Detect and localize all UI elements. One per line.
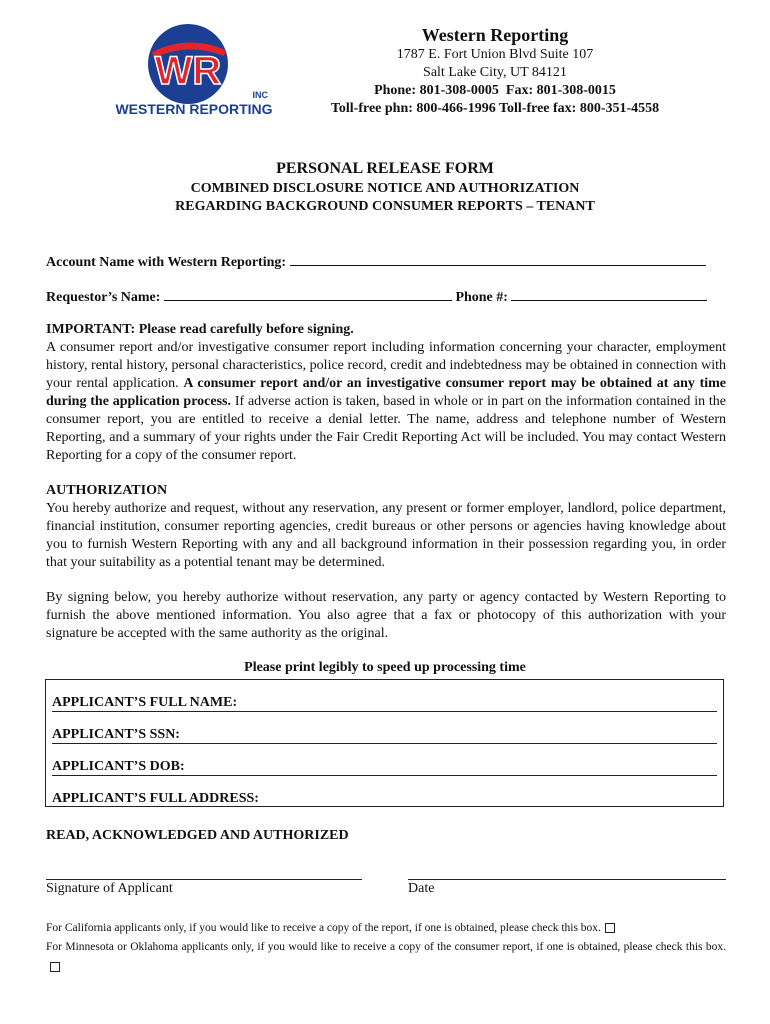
company-block [285, 24, 705, 118]
phone-label: Phone #: [455, 290, 508, 305]
applicant-name-row[interactable]: APPLICANT’S FULL NAME: [52, 680, 717, 712]
address-line-2: Salt Lake City, UT 84121 [423, 65, 567, 80]
acknowledged-heading: READ, ACKNOWLEDGED AND AUTHORIZED [46, 828, 349, 843]
california-note: For California applicants only, if you would like to receive a copy of the report, if one is obtained, please check this box. [46, 920, 726, 937]
phone-field[interactable] [511, 286, 707, 301]
form-title: PERSONAL RELEASE FORM [276, 160, 494, 177]
important-heading: IMPORTANT: Please read carefully before signing. [46, 322, 354, 337]
minnesota-checkbox[interactable] [50, 962, 60, 972]
applicant-info-box [45, 679, 724, 807]
form-subtitle-1: COMBINED DISCLOSURE NOTICE AND AUTHORIZATION [190, 181, 580, 196]
logo-inc: INC [252, 90, 268, 100]
applicant-dob-row[interactable]: APPLICANT’S DOB: [52, 744, 717, 776]
important-bold-sentence: A consumer report and/or an investigative consumer report may be obtained at any time during the application process. [46, 376, 727, 409]
requestor-label: Requestor’s Name: [46, 290, 161, 305]
california-checkbox[interactable] [605, 923, 615, 933]
address-line-1: 1787 E. Fort Union Blvd Suite 107 [396, 47, 594, 62]
date-label: Date [408, 881, 435, 896]
company-name: Western Reporting [421, 25, 569, 45]
signature-label: Signature of Applicant [46, 881, 173, 896]
account-name-field[interactable] [290, 251, 706, 266]
account-name-row [46, 251, 726, 272]
western-reporting-logo [108, 22, 280, 120]
applicant-address-row[interactable]: APPLICANT’S FULL ADDRESS: [52, 791, 259, 806]
requestor-name-field[interactable] [164, 286, 452, 301]
account-name-label: Account Name with Western Reporting: [46, 255, 287, 270]
tollfree-line: Toll-free phn: 800-466-1996 Toll-free fax: 800-351-4558 [330, 101, 660, 116]
authorization-heading: AUTHORIZATION [46, 483, 168, 498]
logo-letters: WR [154, 49, 222, 93]
minnesota-note: For Minnesota or Oklahoma applicants only, if you would like to receive a copy of the consumer report, if one is obtained, please check this box. [46, 937, 726, 977]
important-paragraph: A consumer report and/or investigative consumer report including information concerning your character, employment history, rental history, personal characteristics, police record, credit and indebtedness may be obtained in connection with your rental application. A consumer report and/or an investigative consumer report may be obtained at any time during the application process. If adverse action is taken, based in whole or in part on the information contained in the consumer report, you are entitled to receive a denial letter. The name, address and telephone number of Western Reporting, and a summary of your rights under the Fair Credit Reporting Act will be included. You may contact Western Reporting for a copy of the consumer report. [46, 340, 727, 463]
print-legibly-caption: Please print legibly to speed up processing time [244, 660, 526, 675]
date-line[interactable] [408, 879, 726, 880]
authorization-paragraph-1: You hereby authorize and request, without any reservation, any present or former employer, landlord, police department, financial institution, consumer reporting agencies, credit bureaus or other persons or agencies having knowledge about you to furnish Western Reporting with any and all background information in their possession regarding you, in order that your suitability as a potential tenant may be determined. [46, 501, 726, 570]
form-titles [0, 158, 770, 216]
signature-line[interactable] [46, 879, 362, 880]
requestor-row [46, 286, 726, 307]
phone-line: Phone: 801-308-0005 Fax: 801-308-0015 [374, 83, 616, 98]
form-subtitle-2: REGARDING BACKGROUND CONSUMER REPORTS – TENANT [175, 199, 595, 214]
logo-wordmark: WESTERN REPORTING [115, 101, 273, 117]
authorization-paragraph-2: By signing below, you hereby authorize without reservation, any party or agency contacted by Western Reporting to furnish the above mentioned information. You also agree that a fax or photocopy of this authorization with your signature be accepted with the same authority as the original. [46, 590, 726, 641]
applicant-ssn-row[interactable]: APPLICANT’S SSN: [52, 712, 717, 744]
